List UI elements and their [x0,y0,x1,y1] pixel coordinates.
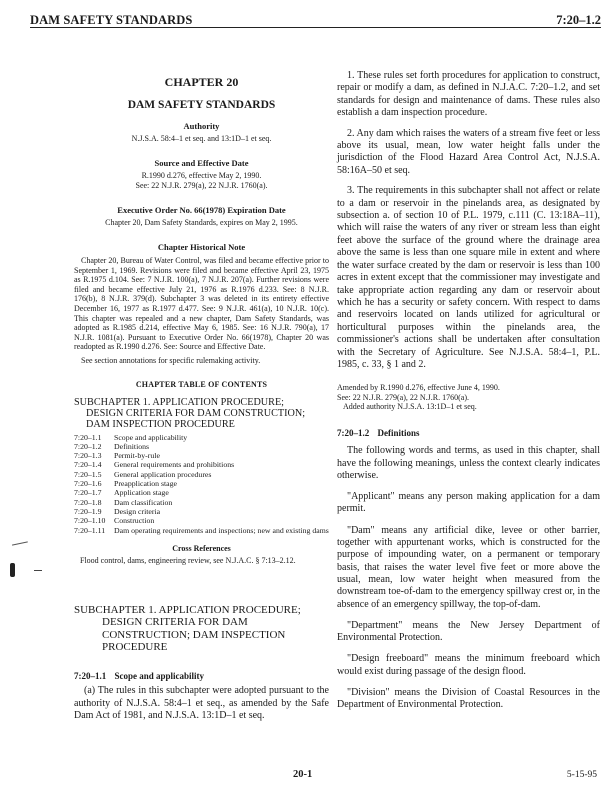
header-rule [30,27,601,28]
amendment-line-1: Amended by R.1990 d.276, effective June 4, 1990. [337,383,500,393]
note-paragraph-1: 1. These rules set forth procedures for application to construct, repair or modify a dam, as defined in N.J.A.C. 7:20–1.2, and set standards for design and maintenance of dams. These rules also establish a dam inspection procedure. [337,70,600,119]
authority-heading: Authority [183,121,220,131]
subchapter-line-2: DESIGN CRITERIA FOR DAM [102,616,248,629]
chapter-title: DAM SAFETY STANDARDS [127,99,276,111]
toc-item [74,526,329,535]
toc-subchapter-line-3: DAM INSPECTION PROCEDURE [86,418,235,430]
toc-item-title: Dam operating requirements and inspections; new and existing dams [114,525,329,535]
running-header-title: DAM SAFETY STANDARDS [30,13,193,27]
toc-item-number: 7:20–1.3 [74,451,102,461]
toc-item-title: Construction [114,516,155,526]
definitions-intro: The following words and terms, as used in this chapter, shall have the following meanings, unless the context clearly indicates otherwise. [337,445,600,481]
definition-applicant: "Applicant" means any person making application for a dam permit. [337,491,600,515]
amendment-note [337,383,600,411]
revision-date: 5-15-95 [566,770,597,780]
toc-item [74,507,329,516]
table-of-contents-title: CHAPTER TABLE OF CONTENTS [135,379,268,389]
chapter-number: CHAPTER 20 [164,75,239,89]
toc-item [74,451,329,460]
toc-item-number: 7:20–1.5 [74,469,102,479]
toc-item-number: 7:20–1.10 [74,516,106,526]
toc-item-title: Dam classification [114,497,173,507]
toc-item-number: 7:20–1.1 [74,432,102,442]
subchapter-line-1: SUBCHAPTER 1. APPLICATION PROCEDURE; [74,603,301,616]
toc-subchapter-line-2: DESIGN CRITERIA FOR DAM CONSTRUCTION; [86,407,306,419]
section-number: 7:20–1.1 [74,671,107,682]
running-header [30,7,601,29]
toc-subchapter-heading [74,397,329,430]
definition-dam: "Dam" means any artificial dike, levee or other barrier, together with appurtenant works, which is constructed for the purpose of impounding water, on a permanent or temporary basis, that raises the water level five feet or more above the usual, mean, low water height when measured from the downstream toe-of-dam to the emergency spillway crest or, in the absence of an emergency spillway, the top-of-dam. [337,524,600,610]
cross-references-heading: Cross References [172,543,231,553]
source-heading: Source and Effective Date [154,158,249,168]
section-number: 7:20–1.2 [337,428,370,439]
toc-item-number: 7:20–1.6 [74,479,102,489]
toc-item-title: Preapplication stage [114,479,178,489]
toc-item [74,516,329,525]
toc-subchapter-line-1: SUBCHAPTER 1. APPLICATION PROCEDURE; [74,396,285,408]
toc-item-number: 7:20–1.2 [74,441,102,451]
subchapter-heading [74,604,329,654]
toc-item-title: Application stage [114,488,169,498]
amendment-line-3: Added authority N.J.S.A. 13:1D–1 et seq. [343,401,477,411]
margin-bar-mark [10,563,15,577]
executive-order-text: Chapter 20, Dam Safety Standards, expires on May 2, 1995. [105,218,298,227]
authority-text: N.J.S.A. 58:4–1 et seq. and 13:1D–1 et seq. [131,134,272,143]
source-line-2: See: 22 N.J.R. 279(a), 22 N.J.R. 1760(a). [135,181,268,190]
left-column [74,33,329,722]
section-title: Scope and applicability [114,671,205,682]
toc-list [74,433,329,535]
toc-item [74,488,329,497]
definition-department: "Department" means the New Jersey Department of Environmental Protection. [337,619,600,644]
toc-item-number: 7:20–1.9 [74,506,102,516]
page-number: 20-1 [293,769,313,780]
definition-design-freeboard: "Design freeboard" means the minimum freeboard which would exist during passage of the design flood. [337,653,600,677]
toc-item-title: General requirements and prohibitions [114,460,235,470]
toc-item [74,433,329,442]
toc-item-title: Permit-by-rule [114,451,160,461]
toc-item-number: 7:20–1.4 [74,460,102,470]
margin-dash-mark [34,570,42,572]
section-title: Definitions [377,428,420,439]
section-1-2-heading [337,428,600,438]
margin-tick-mark [12,541,28,546]
definition-division: "Division" means the Division of Coastal Resources in the Department of Environmental Protection. [337,686,600,711]
section-1-1-heading [74,671,329,681]
subchapter-line-4: PROCEDURE [102,641,168,654]
right-column [337,33,600,712]
note-paragraph-2: 2. Any dam which raises the waters of a stream five feet or less above its usual, mean, low water height falls under the jurisdiction of the Flood Hazard Area Control Act, N.J.S.A. 58:16A–50 et seq. [337,127,600,176]
toc-item [74,498,329,507]
toc-item-number: 7:20–1.7 [74,488,102,498]
toc-item-title: General application procedures [114,469,212,479]
source-line-1: R.1990 d.276, effective May 2, 1990. [141,171,262,180]
toc-item-title: Definitions [114,441,150,451]
toc-item-title: Scope and applicability [114,432,188,442]
toc-item [74,470,329,479]
section-1-1-paragraph-a: (a) The rules in this subchapter were adopted pursuant to the authority of N.J.S.A. 58:4–1 et seq., as amended by the Safe Dam Act of 1981, and N.J.S.A. 13:1D–1 et seq. [74,685,329,722]
historical-note-see: See section annotations for specific rulemaking activity. [81,355,261,365]
toc-item [74,460,329,469]
historical-note-heading: Chapter Historical Note [157,242,246,252]
toc-item [74,442,329,451]
running-header-section: 7:20–1.2 [556,13,601,27]
cross-references-text: Flood control, dams, engineering review, see N.J.A.C. § 7:13–2.12. [80,555,296,565]
toc-item [74,479,329,488]
toc-item-title: Design criteria [114,506,161,516]
toc-item-number: 7:20–1.11 [74,525,106,535]
executive-order-heading: Executive Order No. 66(1978) Expiration Date [117,205,286,215]
amendment-line-2: See: 22 N.J.R. 279(a), 22 N.J.R. 1760(a). [337,392,469,402]
toc-item-number: 7:20–1.8 [74,497,102,507]
subchapter-line-3: CONSTRUCTION; DAM INSPECTION [102,628,286,641]
note-paragraph-3: 3. The requirements in this subchapter shall not affect or relate to a dam or reservoir in the pinelands area, as designated by subsection a. of section 10 of P.L. 1979, c.111 (C. 13:18A–11), which will raise the waters of any river or stream less than eight feet above the surface of the ground where the drainage area above the same is less than one square mile in extent and where the water surface created by the dam or reservoir is less than 100 acres in extent except that the commissioner may investigate and take appropriate action regarding any dam or reservoir about which he has a security or safety concern. With respect to dams and reservoirs located on lands utilized for agricultural or horticultural purposes within the pinelands area, the commissioner's actions shall be undertaken after consultation with the Secretary of Agriculture. See N.J.S.A. 58:4–1, P.L. 1985, c. 33, § 1 and 2. [337,185,600,370]
historical-note-text: Chapter 20, Bureau of Water Control, was filed and became effective prior to September 1, 1969. Revisions were filed and became effective April 23, 1975 as R.1975 d.104. See: 7 N.J.R. 100(a), 7 N.J.R. 207(a). Further revisions were filed and became effective July 21, 1976 as R.1976 d.233. See: 8 N.J.R. 176(b), 8 N.J.R. 379(d). Subchapter 3 was deleted in its entirety effective December 16, 1977 as R.1977 d.477. See: 9 N.J.R. 461(a), 10 N.J.R. 10(c). This chapter was repealed and a new chapter, Dam Safety Standards, was adopted as R.1985 d.214, effective May 6, 1985. See: 16 N.J.R. 790(a), 17 N.J.R. 1081(a). Pursuant to Executive Order No. 66(1978), Chapter 20 was readopted as R.1990 d.276. See: Source and Effective Date. [74,256,329,352]
